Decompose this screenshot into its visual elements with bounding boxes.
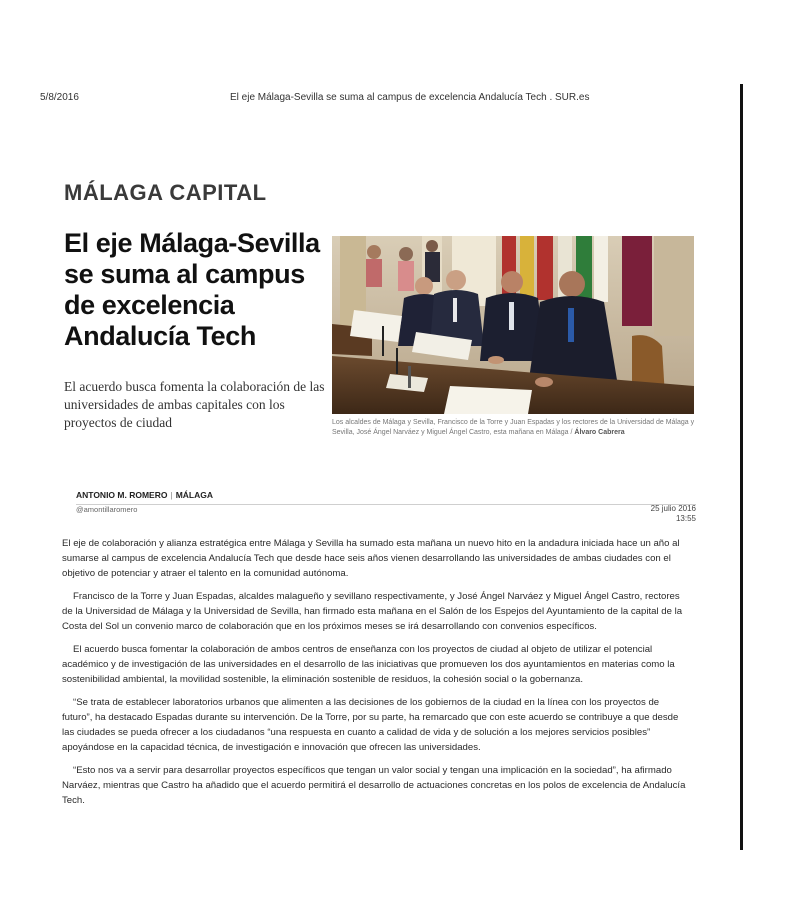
publish-time: 13:55	[675, 514, 696, 523]
article-paragraph-5: “Esto nos va a servir para desarrollar proyectos específicos que tengan un valor social y tengan una implicación en la sociedad”, ha afirmado Narváez, mientras que Castro ha añadido que el acuerdo permitirá el desarrollo de actuaciones concretas en los polos de excelencia de Andalucía Tech.	[62, 765, 686, 806]
article-paragraph-3: El acuerdo busca fomentar la colaboración de ambos centros de enseñanza con los proyectos de ciudad al objeto de utilizar el potencial académico y de investigación de las universidades en el desarrollo de las iniciativas que promueven los dos ayuntamientos en materias como la sostenibilidad ambiental, la movilidad sostenible, la eliminación sostenible de residuos, la cohesión social o la gobernanza.	[62, 644, 675, 685]
photo-caption	[332, 418, 696, 438]
byline-separator: |	[170, 490, 173, 500]
article-paragraph-1: El eje de colaboración y alianza estratégica entre Málaga y Sevilla ha sumado esta mañana un nuevo hito en la andadura iniciada hace un año al sumarse al campus de excelencia Andalucía Tech que desde hace seis años vienen desarrollando las universidades de ambas ciudades con el objetivo de potenciar y atraer el talento en la comunidad autónoma.	[62, 538, 680, 579]
author-line	[76, 490, 696, 500]
signing-ceremony-photo	[332, 236, 694, 414]
section-title[interactable]: MÁLAGA CAPITAL	[64, 180, 267, 205]
article-subtitle: El acuerdo busca fomenta la colaboración de las universidades de ambas capitales con los proyectos de ciudad	[64, 379, 325, 430]
byline	[76, 490, 696, 523]
author-twitter-handle[interactable]: @amontillaromero	[76, 505, 138, 514]
byline-divider	[76, 504, 696, 505]
right-margin-rule	[740, 84, 743, 850]
print-header	[0, 92, 800, 106]
article-photo[interactable]	[332, 236, 694, 414]
article-body	[62, 536, 692, 816]
photo-credit: Álvaro Cabrera	[574, 429, 625, 436]
publish-date: 25 julio 2016	[650, 504, 696, 513]
article-headline: El eje Málaga-Sevilla se suma al campus de excelencia Andalucía Tech	[64, 228, 320, 351]
publish-datetime	[651, 504, 696, 524]
photo-caption-text: Los alcaldes de Málaga y Sevilla, Francisco de la Torre y Juan Espadas y los rectores de la Universidad de Málaga y Sevilla, José Ángel Narváez y Miguel Ángel Castro, esta mañana en Málaga /	[332, 419, 695, 436]
article-paragraph-4: “Se trata de establecer laboratorios urbanos que alimenten a las decisiones de los gobiernos de la ciudad en la línea con los proyectos de futuro”, ha destacado Espadas durante su intervención. De la Torre, por su parte, ha remarcado que con este acuerdo se contribuye a que desde las ciudades se pueda ofrecer a los ciudadanos “una respuesta en cuanto a calidad de vida y de solución a los mejores servicios posibles” apoyándose en la capacidad técnica, de investigación e innovación que ofrecen las universidades.	[62, 697, 679, 753]
print-page-title: El eje Málaga-Sevilla se suma al campus de excelencia Andalucía Tech . SUR.es	[230, 92, 590, 103]
print-date: 5/8/2016	[40, 92, 79, 103]
article-paragraph-2: Francisco de la Torre y Juan Espadas, alcaldes malagueño y sevillano respectivamente, y José Ángel Narváez y Miguel Ángel Castro, rectores de la Universidad de Málaga y la Universidad de Sevilla, han firmado esta mañana en el Salón de los Espejos del Ayuntamiento de la capital de la Costa del Sol un convenio marco de colaboración que en los próximos meses se irá desarrollando con convenios específicos.	[62, 591, 683, 632]
author-name[interactable]: ANTONIO M. ROMERO	[76, 490, 168, 500]
author-location: MÁLAGA	[175, 490, 213, 500]
